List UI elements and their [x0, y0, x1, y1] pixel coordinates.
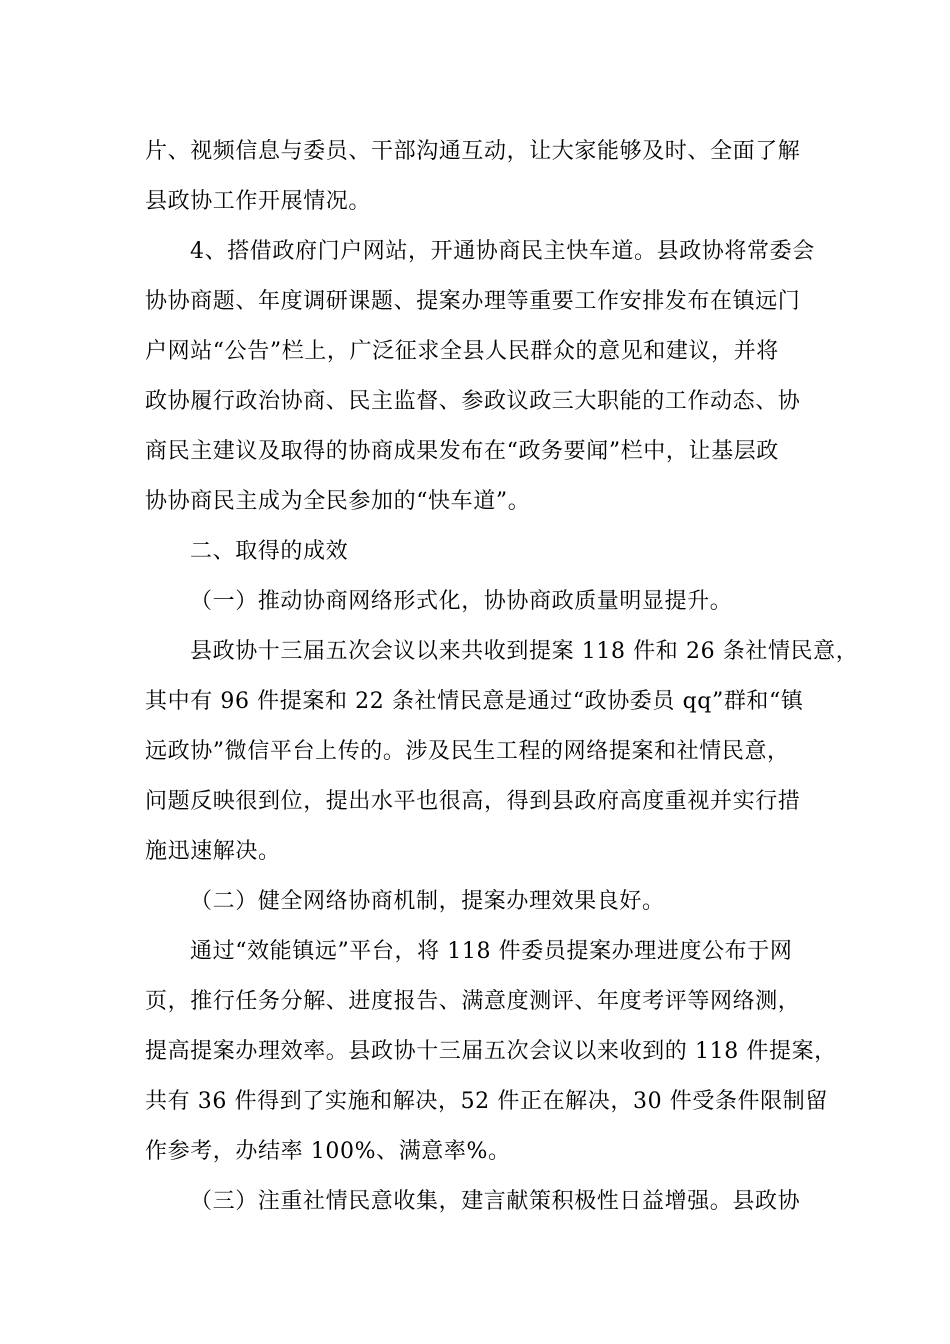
text-line: 户网站“公告”栏上，广泛征求全县人民群众的意见和建议，并将	[145, 339, 779, 364]
text-line: 通过“效能镇远”平台，将 118 件委员提案办理进度公布于网	[190, 939, 793, 964]
text-line: 页，推行任务分解、进度报告、满意度测评、年度考评等网络测，	[145, 989, 801, 1014]
subsection-heading: （三）注重社情民意收集，建言献策积极性日益增强。县政协	[190, 1189, 801, 1214]
subsection-heading: （一）推动协商网络形式化，协协商政质量明显提升。	[190, 589, 733, 614]
text-line: 政协履行政治协商、民主监督、参政议政三大职能的工作动态、协	[145, 389, 801, 414]
text-line: 远政协”微信平台上传的。涉及民生工程的网络提案和社情民意，	[145, 739, 790, 764]
text-line: 共有 36 件得到了实施和解决，52 件正在解决，30 件受条件限制留	[145, 1089, 828, 1114]
text-line: 问题反映很到位，提出水平也很高，得到县政府高度重视并实行措	[145, 789, 801, 814]
text-line: 协协商民主成为全民参加的“快车道”。	[145, 489, 531, 514]
text-line: 协协商题、年度调研课题、提案办理等重要工作安排发布在镇远门	[145, 289, 801, 314]
text-line: 4、搭借政府门户网站，开通协商民主快车道。县政协将常委会	[190, 239, 815, 264]
text-line: 施迅速解决。	[145, 839, 281, 864]
text-line: 商民主建议及取得的协商成果发布在“政务要闻”栏中，让基层政	[145, 439, 779, 464]
section-heading: 二、取得的成效	[190, 539, 349, 564]
text-line: 县政协十三届五次会议以来共收到提案 118 件和 26 条社情民意，	[190, 639, 859, 664]
subsection-heading: （二）健全网络协商机制，提案办理效果良好。	[190, 889, 665, 914]
text-line: 其中有 96 件提案和 22 条社情民意是通过“政协委员 qq”群和“镇	[145, 689, 804, 714]
text-line: 作参考，办结率 100%、满意率%。	[145, 1139, 511, 1164]
text-line: 片、视频信息与委员、干部沟通互动，让大家能够及时、全面了解	[145, 139, 801, 164]
text-line: 提高提案办理效率。县政协十三届五次会议以来收到的 118 件提案，	[145, 1039, 837, 1064]
text-line: 县政协工作开展情况。	[145, 189, 372, 214]
